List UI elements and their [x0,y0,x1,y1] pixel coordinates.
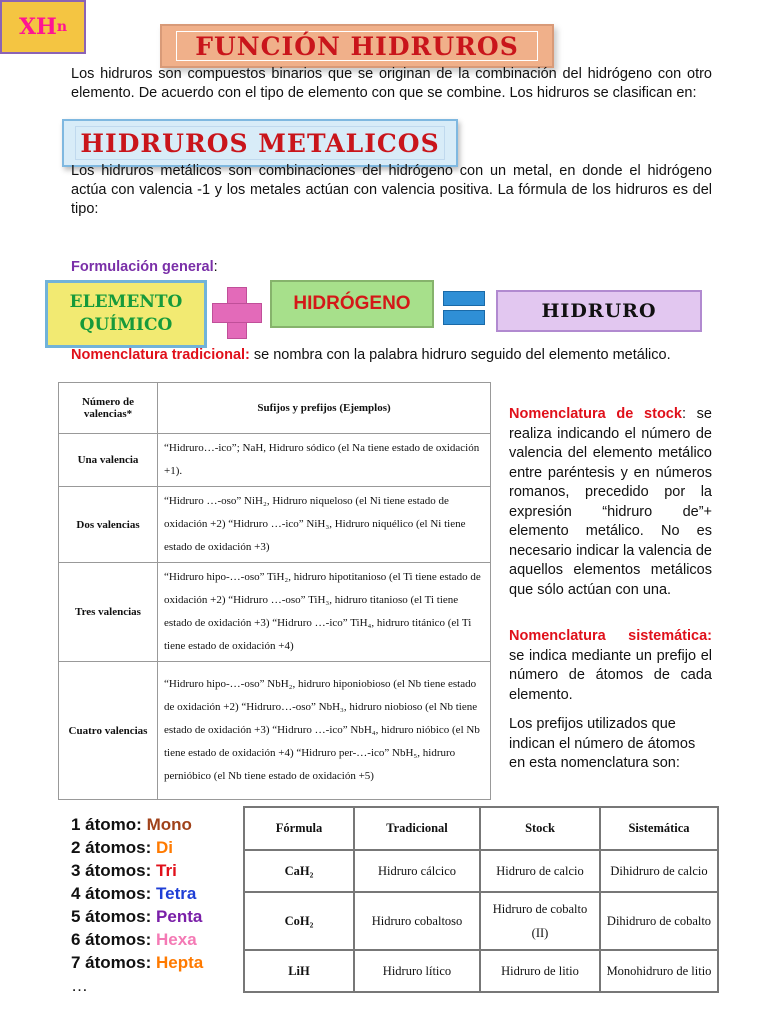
table-cell: Hidruro de litio [480,950,600,992]
equals-icon-lower [443,310,485,325]
atom-prefix-list [71,813,203,997]
page-title: FUNCIÓN HIDRUROS [195,31,519,61]
table-cell: Tres valencias [59,563,158,662]
hidrogeno-box [270,280,434,328]
table-cell: “Hidruro hipo-…-oso” NbH₂, hidruro hiponiobioso (el Nb tiene estado de oxidación +2) “Hidruro…-oso” NbH₃, hidruro niobioso (el Nb tiene estado de oxidación +3) “Hidruro …-ico” NbH₄, hidruro nióbico (el Nb tiene estado de oxidación +4) “Hidruro per-…-ico” NbH₅, hidruro pernióbico (el Nb tiene estado de oxidación +5) [158,662,491,800]
list-item [71,951,203,974]
intro-paragraph: Los hidruros son compuestos binarios que se originan de la combinación del hidrógeno con otro elemento. De acuerdo con el tipo de elemento con que se combine. Los hidruros se clasifican en: [71,66,712,101]
atom-prefix: Tetra [156,884,197,903]
table-cell: Dihidruro de calcio [600,850,718,892]
table-row [244,950,718,992]
nomenclature-examples-table [243,806,719,993]
table-header-row [244,807,718,850]
atom-count: 4 átomos: [71,884,157,903]
hidruro-label: HIDRURO [541,300,657,322]
prefijos-intro: Los prefijos utilizados que indican el número de átomos en esta nomenclatura son: [509,716,696,771]
table-cell: “Hidruro…-ico”; NaH, Hidruro sódico (el Na tiene estado de oxidación +1). [158,434,491,487]
list-item [71,836,203,859]
list-item [71,882,203,905]
table-cell: Hidruro cálcico [354,850,480,892]
table-row [59,434,491,487]
atom-prefix: Penta [156,907,203,926]
hidrogeno-label: HIDRÓGENO [293,293,411,314]
table-header: Sistemática [600,807,718,850]
list-item [71,928,203,951]
plus-icon [212,303,262,323]
elemento-quimico-box [45,280,207,348]
table-cell: “Hidruro hipo-…-oso” TiH₂, hidruro hipotitanioso (el Ti tiene estado de oxidación +2) “Hidruro …-oso” TiH₃, hidruro titanioso (el Ti tiene estado de oxidación +3) “Hidruro …-ico” TiH₄, hidruro titánico (el Ti tiene estado de oxidación +4) [158,563,491,662]
sistematica-text: se indica mediante un prefijo el número de átomos de cada elemento. [509,647,712,703]
stock-text: : se realiza indicando el número de valencia del elemento metálico entre paréntesis y en números romanos, precedido por la expresión “hidruro de”+ elemento metálico. No es necesario indicar la valencia de aquellos elementos metálicos que sólo actúan con una. [509,406,712,598]
elemento-line1: ELEMENTO [69,292,183,312]
table-cell: Monohidruro de litio [600,950,718,992]
atom-prefix: Mono [146,815,192,834]
formula-box [0,0,86,54]
table-cell: CaH₂ [244,850,354,892]
nomenclatura-tradicional [71,347,731,363]
table-cell: CoH₂ [244,892,354,950]
atom-count: 1 átomo: [71,815,147,834]
table-row [59,563,491,662]
atom-prefix: Hexa [156,930,197,949]
table-header: Número de valencias* [59,383,158,434]
tradicional-text: se nombra con la palabra hidruro seguido del elemento metálico. [249,347,671,363]
table-cell: Dihidruro de cobalto [600,892,718,950]
list-ellipsis: … [71,976,88,995]
general-colon: : [213,259,218,275]
hidruro-box [496,290,702,332]
table-cell: Cuatro valencias [59,662,158,800]
table-header: Sufijos y prefijos (Ejemplos) [158,383,491,434]
table-row [244,892,718,950]
atom-count: 6 átomos: [71,930,157,949]
atom-prefix: Di [156,838,174,857]
metal-description: Los hidruros metálicos son combinaciones del hidrógeno con un metal, en donde el hidrógeno actúa con valencia -1 y los metales actúan con valencia positiva. La fórmula de los hidruros es del tipo: [71,163,712,217]
nomenclatura-stock [509,405,712,600]
table-header-row [59,383,491,434]
subtitle-banner [62,119,458,167]
section-title: HIDRUROS METALICOS [80,128,440,158]
table-cell: Hidruro lítico [354,950,480,992]
nomenclatura-sistematica [509,627,712,705]
table-cell: LiH [244,950,354,992]
list-item [71,905,203,928]
tradicional-label: Nomenclatura tradicional: [71,347,250,363]
table-header: Tradicional [354,807,480,850]
table-row [244,850,718,892]
general-label: Formulación general [71,259,214,275]
atom-count: 2 átomos: [71,838,157,857]
valencias-table [58,382,491,800]
table-row [59,487,491,563]
table-cell: “Hidruro …-oso” NiH₂, Hidruro niqueloso (el Ni tiene estado de oxidación +2) “Hidruro …-ico” NiH₃, Hidruro niquélico (el Ni tiene estado de oxidación +3) [158,487,491,563]
atom-count: 3 átomos: [71,861,157,880]
sistematica-label: Nomenclatura sistemática: [509,628,712,644]
atom-count: 7 átomos: [71,953,157,972]
table-cell: Hidruro de cobalto (II) [480,892,600,950]
title-banner [160,24,554,68]
equals-icon [443,291,485,306]
list-item [71,813,203,836]
elemento-line2: QUÍMICO [79,315,173,335]
table-cell: Dos valencias [59,487,158,563]
atom-prefix: Hepta [156,953,204,972]
table-header: Stock [480,807,600,850]
table-cell: Hidruro cobaltoso [354,892,480,950]
list-item [71,859,203,882]
general-formulation-label [71,259,218,275]
atom-prefix: Tri [156,861,177,880]
table-cell: Hidruro de calcio [480,850,600,892]
stock-label: Nomenclatura de stock [509,406,682,422]
table-cell: Una valencia [59,434,158,487]
formula-subscript: n [56,19,68,35]
table-row [59,662,491,800]
table-header: Fórmula [244,807,354,850]
atom-count: 5 átomos: [71,907,157,926]
formula-base: XH [18,14,57,40]
